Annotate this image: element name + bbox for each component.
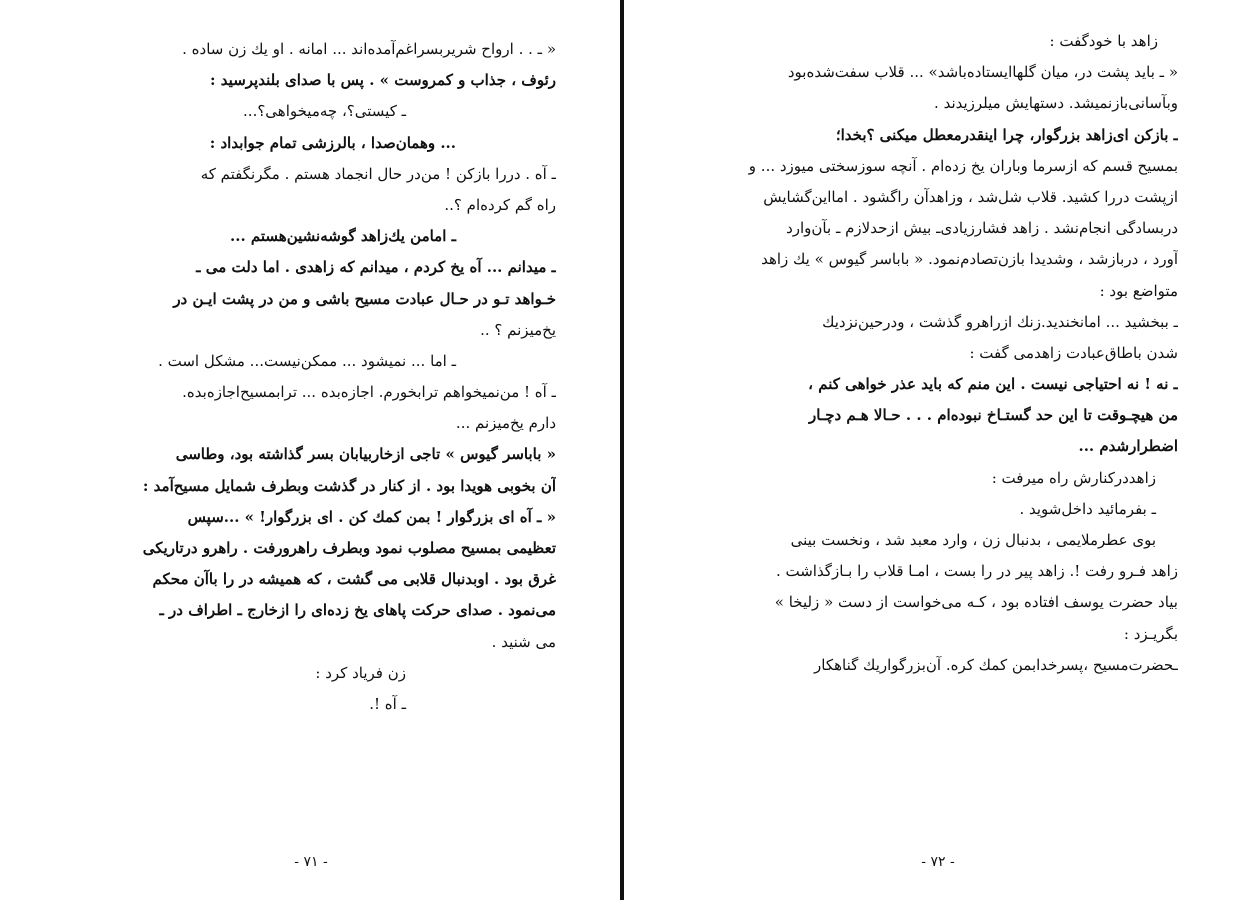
text-line: « ـ آه ای بزرگوار ! بمن کمك کن . ای بزرگوار! » ...سپس — [187, 507, 556, 526]
text-line: ـ آه . دررا بازکن ! من‌در حال انجماد هستم . مگرنگفتم که — [200, 164, 556, 183]
text-line: ـ بفرمائید داخل‌شوید . — [1019, 499, 1156, 518]
text-line: ـ کیستی؟، چه‌میخواهی؟... — [243, 102, 406, 121]
page-number: - ۷۲ - — [921, 854, 955, 870]
text-line: ـ آه ! من‌نمیخواهم ترابخورم. اجازه‌بده ... ترابمسیح‌اجازه‌بده. — [182, 383, 556, 402]
text-line: ـ میدانم ... آه یخ کردم ، میدانم که زاهدی . اما دلت می ـ — [196, 258, 556, 277]
text-line: بگریـزد : — [1123, 624, 1178, 643]
text-line: رئوف ، جذاب و کمروست » . پس با صدای بلندپرسید : — [210, 71, 556, 90]
text-line: زن فریاد کرد : — [315, 663, 406, 682]
text-line: « باباسر گیوس » تاجی ازخاربیابان بسر گذاشته بود، وطاسی — [175, 445, 556, 464]
left-page-text — [66, 34, 556, 720]
text-line: آورد ، دربازشد ، وشدیدا بازن‌تصادم‌نمود. « باباسر گیوس » یك زاهد — [761, 250, 1178, 269]
text-line: بمسیح قسم که ازسرما وباران یخ زده‌ام . آنچه سوزسختی میوزد ... و — [748, 156, 1178, 175]
text-line: ـحضرت‌مسیح ،پسرخدابمن کمك کره. آن‌بزرگواریك گناهکار — [814, 655, 1178, 674]
text-line: زاهد فـرو رفت !. زاهد پیر در را بست ، امـا قلاب را بـازگذاشت . — [775, 562, 1178, 581]
page-gutter — [620, 0, 624, 900]
text-line: ـ نه ! نه احتیاجی نیست . این منم که باید عذر خواهی کنم ، — [808, 375, 1178, 394]
text-line: « ـ باید پشت در، میان گلهاایستاده‌باشد» ... قلاب سفت‌شده‌بود — [787, 63, 1178, 82]
text-line: من هیچـوقت تا این حد گستـاخ نبوده‌ام . . . حـالا هـم دچـار — [809, 406, 1178, 425]
text-line: زاهد با خودگفت : — [1049, 32, 1158, 50]
text-line: شدن باطاق‌عبادت زاهدمی گفت : — [969, 343, 1178, 362]
text-line: بیاد حضرت یوسف افتاده بود ، کـه می‌خواست از دست « زلیخا » — [774, 593, 1178, 612]
text-line: دارم یخ‌میزنم ... — [455, 414, 556, 433]
text-line: ـ اما ... نمیشود ... ممکن‌نیست... مشکل است . — [158, 351, 456, 370]
text-line: اضطرارشدم ... — [1078, 437, 1178, 456]
text-line: ـ آه !. — [369, 694, 406, 713]
text-line: می شنید . — [491, 632, 556, 651]
page-number: - ۷۱ - — [294, 854, 328, 870]
text-line: وبآسانی‌بازنمیشد. دستهایش میلرزیدند . — [934, 94, 1178, 113]
text-line: ـ بازکن ای‌زاهد بزرگوار، چرا اینقدرمعطل میکنی ؟بخدا؛ — [835, 125, 1178, 144]
text-line: ـ ببخشید ... امانخندید.زنك ازراهرو گذشت ، ودرحین‌نزدیك — [822, 312, 1178, 331]
text-line: « ـ . . ارواح شریربسراغم‌آمده‌اند ... امانه . او یك زن ساده . — [182, 40, 556, 58]
text-line: بوی عطرملایمی ، بدنبال زن ، وارد معبد شد ، ونخست بینی — [790, 531, 1156, 549]
right-page — [628, 0, 1248, 900]
text-line: ... وهمان‌صدا ، بالرزشی تمام جوابداد : — [209, 133, 456, 152]
text-line: متواضع بود : — [1099, 281, 1178, 300]
text-line: می‌نمود . صدای حرکت پاهای یخ زده‌ای را ازخارج ـ اطراف در ـ — [159, 601, 556, 620]
text-line: یخ‌میزنم ؟ .. — [480, 320, 556, 339]
text-line: خـواهد تـو در حـال عبادت مسیح باشی و من در پشت ایـن در — [173, 289, 556, 308]
text-line: غرق بود . اوبدنبال قلابی می گشت ، که همیشه در را باآن محکم — [152, 570, 556, 589]
text-line: راه گم کرده‌ام ؟.. — [444, 195, 556, 214]
text-line: آن بخوبی هویدا بود . از کنار در گذشت وبطرف شمایل مسیح‌آمد : — [142, 476, 556, 495]
left-page — [0, 0, 622, 900]
text-line: دربسادگی انجام‌نشد . زاهد فشارزیادی‌ـ بیش ازحدلازم ـ بآن‌وارد — [786, 219, 1178, 238]
text-line: زاهددرکنارش راه میرفت : — [991, 468, 1156, 487]
text-line: ازپشت دررا کشید. قلاب شل‌شد ، وزاهدآن راگشود . امااین‌گشایش — [763, 187, 1178, 206]
right-page-text — [694, 26, 1178, 681]
text-line: ـ امامن یك‌زاهد گوشه‌نشین‌هستم ... — [230, 227, 456, 246]
text-line: تعظیمی بمسیح مصلوب نمود وبطرف راهرورفت . راهرو درتاریکی — [142, 539, 556, 557]
